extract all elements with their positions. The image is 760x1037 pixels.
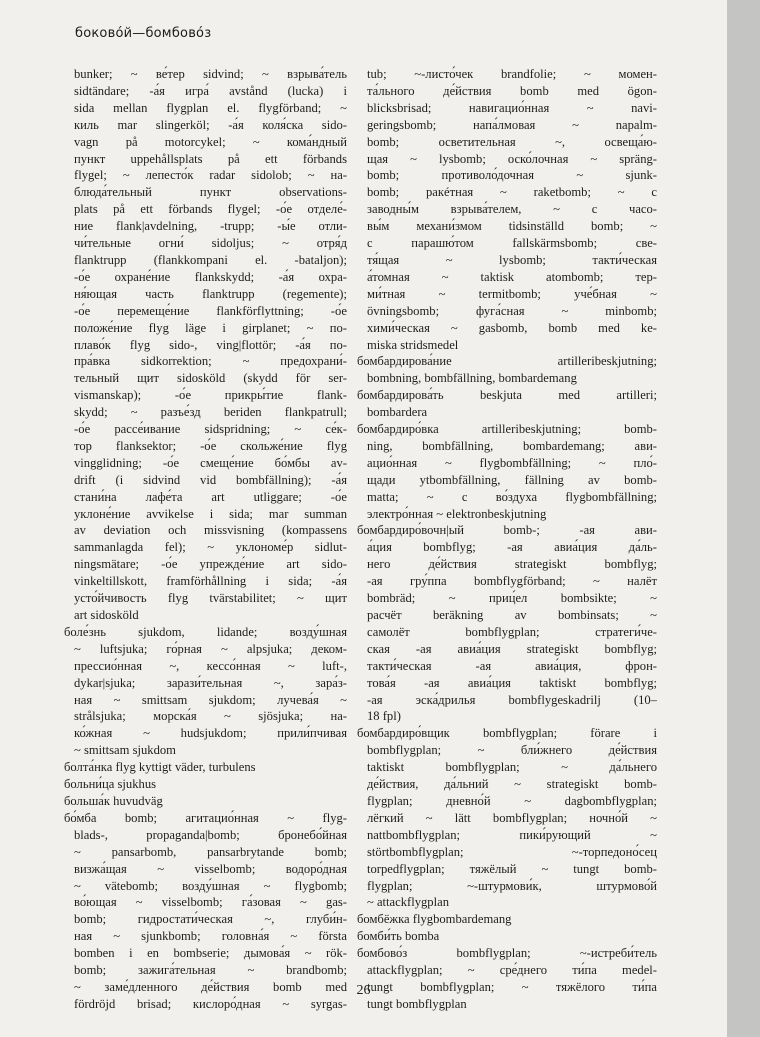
entry-continuation-line: уклоне́ние avvikelse i sida; mar summan <box>74 506 347 521</box>
entry-continuation-line: заводны́м взрыва́телем, ~ с часо- <box>367 202 657 217</box>
entry-continuation-line: plats på ett förbands flygel; -о́е отделе́- <box>74 202 347 217</box>
entry-continuation-line: ~ заме́дленного де́йствия bomb med <box>74 979 347 994</box>
entry-continuation-line: skydd; ~ разъе́зд beriden flankpatrull; <box>74 405 347 420</box>
entry-continuation-line: хими́ческая ~ gasbomb, bomb med ke- <box>367 320 657 335</box>
entry-continuation-line: vagn på motorcykel; ~ кома́ндный <box>74 134 347 149</box>
entry-continuation-line: ко́жная ~ hudsjukdom; прили́пчивая <box>74 726 347 741</box>
book-gutter <box>727 0 760 1037</box>
entry-continuation-line: тельный щит sidosköld (skydd för ser- <box>74 371 347 386</box>
entry-continuation-line: övningsbomb; фуга́сная ~ minbomb; <box>367 303 657 318</box>
entry-continuation-line: плаво́к flyg sido-, ving|flottör; -а́я по- <box>74 337 347 352</box>
entry-continuation-line: а́томная ~ taktisk atombomb; тер- <box>367 269 657 284</box>
entry-continuation-line: flanktrupp (flankkompani el. -bataljon); <box>74 252 347 267</box>
entry-headword-line: бо́мба bomb; агитацио́нная ~ flyg- <box>64 810 347 825</box>
entry-continuation-line: attackflygplan; ~ сре́днего ти́па medel- <box>367 963 657 978</box>
entry-continuation-line: flygplan; ~-штурмови́к, штурмово́й <box>367 878 657 893</box>
entry-continuation-line: tungt bombflygplan; ~ тяжёлого ти́па <box>367 979 657 994</box>
entry-continuation-line: ~ smittsam sjukdom <box>74 743 176 758</box>
right-column <box>357 66 657 1013</box>
entry-continuation-line: ная ~ sjunkbomb; головна́я ~ första <box>74 929 347 944</box>
entry-continuation-line: art sidosköld <box>74 608 139 622</box>
entry-continuation-line: bomb; зажига́тельная ~ brandbomb; <box>74 963 347 978</box>
entry-continuation-line: блюда́тельный пункт observations- <box>74 185 347 200</box>
left-column <box>64 66 347 1013</box>
entry-continuation-line: киль mar slingerköl; -а́я коля́ска sido- <box>74 117 347 132</box>
entry-continuation-line: bomb; противоло́дочная ~ sjunk- <box>367 168 657 183</box>
running-head: боково́й—бомбово́з <box>75 26 212 41</box>
entry-continuation-line: ~ luftsjuka; го́рная ~ alpsjuka; деком- <box>74 641 347 656</box>
entry-headword-line: болта́нка flyg kyttigt väder, turbulens <box>64 760 256 775</box>
page-number: 26 <box>356 983 371 998</box>
entry-headword-line: бомбёжка flygbombardemang <box>357 912 512 927</box>
entry-continuation-line: vingglidning; -о́е смеще́ние бо́мбы av- <box>74 455 347 470</box>
entry-continuation-line: усто́йчивость flyg tvärstabilitet; ~ щит <box>74 591 347 606</box>
entry-continuation-line: -о́е перемеще́ние flankförflyttning; -о́е <box>74 303 347 318</box>
entry-continuation-line: ацио́нная ~ flygbombfällning; ~ пло́- <box>367 455 657 470</box>
entry-continuation-line: ние flank|avdelning, -trupp; -ы́е отли- <box>74 219 347 234</box>
entry-headword-line: бомбардиро́вщик bombflygplan; förare i <box>357 726 657 741</box>
entry-continuation-line: bombflygplan; ~ бли́жнего де́йствия <box>367 743 657 758</box>
entry-continuation-line: -о́е охране́ние flankskydd; -а́я охра- <box>74 269 347 284</box>
entry-continuation-line: flygplan; дневно́й ~ dagbombflygplan; <box>367 793 657 808</box>
entry-continuation-line: blicksbrisad; навигацио́нная ~ navi- <box>367 100 657 115</box>
entry-continuation-line: положе́ние flyg läge i girplanet; ~ по- <box>74 320 347 335</box>
entry-continuation-line: стани́на лафе́та art utliggare; -о́е <box>74 489 347 504</box>
entry-continuation-line: blads-, propaganda|bomb; бронебо́йная <box>74 827 347 842</box>
entry-continuation-line: sida mellan flygplan el. flygförband; ~ <box>74 100 347 115</box>
entry-continuation-line: geringsbomb; напа́лмовая ~ napalm- <box>367 117 657 132</box>
entry-continuation-line: щая ~ lysbomb; оско́лочная ~ spräng- <box>367 151 657 166</box>
entry-continuation-line: dykar|sjuka; зарази́тельная ~, зара́з- <box>74 675 347 690</box>
entry-headword-line: бомбардиро́вочн|ый bomb-; -ая ави- <box>357 523 657 538</box>
entry-continuation-line: -ая гру́ппа bombflygförband; ~ налёт <box>367 574 657 589</box>
entry-continuation-line: sammanlagda fel); ~ уклономе́р sidlut- <box>74 540 347 555</box>
entry-continuation-line: тя́щая ~ lysbomb; такти́ческая <box>367 252 657 267</box>
entry-headword-line: бомбардиро́вка artilleribeskjutning; bomb- <box>357 422 657 437</box>
entry-continuation-line: bombning, bombfällning, bombardemang <box>367 371 577 386</box>
entry-continuation-line: sidtändare; -а́я игра́ avstånd (lucka) i <box>74 83 347 98</box>
entry-continuation-line: matta; ~ с во́здуха flygbombfällning; <box>367 489 657 504</box>
entry-continuation-line: flygel; ~ лепесто́к radar sidolob; ~ на- <box>74 168 347 183</box>
entry-continuation-line: ~ attackflygplan <box>367 895 449 910</box>
entry-continuation-line: ning, bombfällning, bombardemang; ави- <box>367 438 657 453</box>
entry-continuation-line: пункт uppehållsplats på ett förbands <box>74 151 347 166</box>
entry-headword-line: бомбардирова́ть beskjuta med artilleri; <box>357 388 657 403</box>
entry-continuation-line: прессио́нная ~, кессо́нная ~ luft-, <box>74 658 347 673</box>
entry-continuation-line: bomb; гидростати́ческая ~, глуби́н- <box>74 912 347 927</box>
entry-continuation-line: miska stridsmedel <box>367 337 459 352</box>
entry-headword-line: больша́к huvudväg <box>64 793 163 808</box>
entry-headword-line: бомбардирова́ние artilleribeskjutning; <box>357 354 657 369</box>
entry-continuation-line: bunker; ~ ве́тер sidvind; ~ взрыва́тель <box>74 67 347 81</box>
entry-continuation-line: störtbombflygplan; ~-торпедоно́сец <box>367 844 657 859</box>
entry-continuation-line: лёгкий ~ lätt bombflygplan; ночно́й ~ <box>367 810 657 825</box>
entry-continuation-line: ня́ющая часть flanktrupp (regemente); <box>74 286 347 301</box>
entry-continuation-line: taktiskt bombflygplan; ~ да́льнего <box>367 760 657 775</box>
entry-continuation-line: 18 fpl) <box>367 709 401 724</box>
entry-continuation-line: такти́ческая -ая авиа́ция, фрон- <box>367 658 657 673</box>
entry-continuation-line: с парашю́том fallskärmsbomb; све- <box>367 236 657 251</box>
entry-continuation-line: электро́нная ~ elektronbeskjutning <box>367 506 547 521</box>
entry-continuation-line: fördröjd brisad; кислоро́дная ~ syrgas- <box>74 996 347 1011</box>
entry-continuation-line: де́йствия, да́льний ~ strategiskt bomb- <box>367 777 657 792</box>
entry-continuation-line: ми́тная ~ termitbomb; уче́бная ~ <box>367 286 657 301</box>
entry-continuation-line: самолёт bombflygplan; стратеги́че- <box>367 624 657 639</box>
entry-continuation-line: -о́е рассе́ивание sidspridning; ~ се́к- <box>74 422 347 437</box>
entry-continuation-line: vinkeltillskott, framförhållning i sida; -а́я <box>74 574 347 589</box>
entry-headword-line: бомбово́з bombflygplan; ~-истреби́тель <box>357 946 657 961</box>
entry-continuation-line: ~ vätebomb; возду́шная ~ flygbomb; <box>74 878 347 893</box>
entry-continuation-line: bombräd; ~ приц́ел bombsikte; ~ <box>367 591 657 606</box>
entry-continuation-line: ная ~ smittsam sjukdom; лучева́я ~ <box>74 692 347 707</box>
entry-continuation-line: -ая эска́дрилья bombflygeskadrilj (10– <box>367 692 657 707</box>
entry-continuation-line: torpedflygplan; тяжёлый ~ tungt bomb- <box>367 861 657 876</box>
entry-continuation-line: bomb; ракéтная ~ raketbomb; ~ с <box>367 185 657 200</box>
entry-continuation-line: а́ция bombflyg; -ая авиа́ция да́ль- <box>367 540 657 555</box>
entry-continuation-line: tub; ~-листо́чек brandfolie; ~ момен- <box>367 67 657 81</box>
entry-continuation-line: та́льного де́йствия bomb med ögon- <box>367 83 657 98</box>
entry-continuation-line: визжа́щая ~ visselbomb; водоро́дная <box>74 861 347 876</box>
entry-continuation-line: во́ющая ~ visselbomb; га́зовая ~ gas- <box>74 895 347 910</box>
entry-continuation-line: bombardera <box>367 405 428 420</box>
entry-continuation-line: пра́вка sidkorrektion; ~ предохрани́- <box>74 354 347 369</box>
entry-continuation-line: bomben i en bombserie; дымова́я ~ rök- <box>74 946 347 961</box>
entry-continuation-line: ~ pansarbomb, pansarbrytande bomb; <box>74 844 347 859</box>
entry-continuation-line: ningsmätare; -о́е упрежде́ние art sido- <box>74 557 347 572</box>
entry-headword-line: больни́ца sjukhus <box>64 777 157 792</box>
entry-continuation-line: щади ytbombfällning, fällning av bomb- <box>367 472 657 487</box>
entry-continuation-line: strålsjuka; морска́я ~ sjösjuka; на- <box>74 709 347 724</box>
entry-continuation-line: ская -ая авиа́ция strategiskt bombflyg; <box>367 641 657 656</box>
entry-continuation-line: тор flanksektor; -о́е скольже́ние flyg <box>74 438 347 453</box>
entry-continuation-line: вы́м механи́змом tidsinställd bomb; ~ <box>367 219 657 234</box>
entry-continuation-line: него де́йствия strategiskt bombflyg; <box>367 557 657 572</box>
entry-continuation-line: расчёт beräkning av bombinsats; ~ <box>367 608 657 622</box>
entry-continuation-line: tungt bombflygplan <box>367 996 467 1011</box>
entry-continuation-line: av deviation och missvisning (kompassens <box>74 523 347 538</box>
entry-continuation-line: nattbombflygplan; пики́рующий ~ <box>367 827 657 842</box>
entry-continuation-line: vismanskap); -о́е прикры́тие flank- <box>74 388 347 403</box>
entry-continuation-line: чи́тельные огни́ sidoljus; ~ отря́д <box>74 236 347 251</box>
entry-continuation-line: drift (i sidvind vid bombfällning); -а́я <box>74 472 347 487</box>
entry-headword-line: бомби́ть bomba <box>357 929 440 944</box>
entry-continuation-line: bomb; осветительная ~, освеща́ю- <box>367 134 657 149</box>
entry-continuation-line: това́я -ая авиа́ция taktiskt bombflyg; <box>367 675 657 690</box>
entry-headword-line: боле́знь sjukdom, lidande; возду́шная <box>64 624 347 639</box>
